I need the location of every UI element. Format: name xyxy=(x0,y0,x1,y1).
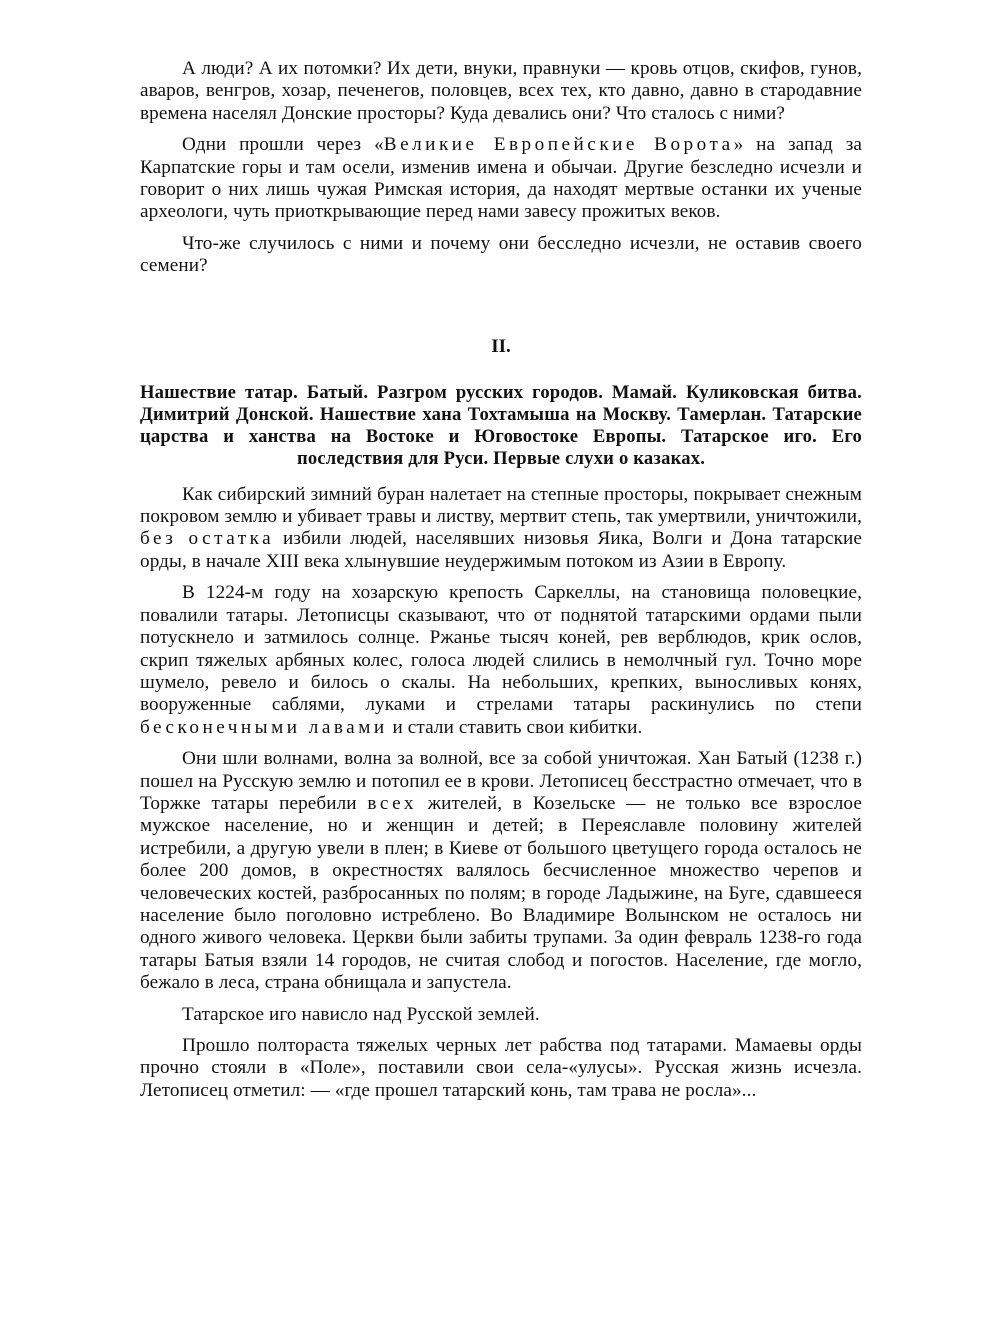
section-heading: Нашествие татар. Батый. Разгром русских городов. Мамай. Куликовская битва. Димитрий Донской. Нашествие хана Тохтамыша на Москву. Тамерлан. Татарские царства и ханства на Востоке и Юговостоке Европы. Татарское иго. Его последствия для Руси. Первые слухи о казаках. xyxy=(140,381,862,469)
body-paragraph-3: Они шли волнами, волна за волной, все за собой уничтожая. Хан Батый (1238 г.) пошел на Русскую землю и потопил ее в крови. Летописец бесстрастно отмечает, что в Торжке татары перебили всех жителей, в Козельске — не только все взрослое мужское население, но и женщин и детей; в Переяславле половину жителей истребили, а другую увели в плен; в Киеве от большого цветущего города осталось не более 200 домов, в окрестностях валялось бесчисленное множество черепов и человеческих костей, разбросанных по полям; в городе Ладыжине, на Буге, сдавшееся население было поголовно истреблено. Во Владимире Волынском не осталось ни одного живого человека. Церкви были забиты трупами. За один февраль 1238-го года татары Батыя взяли 14 городов, не считая слобод и погостов. Население, где могло, бежало в леса, страна обнищала и запустела. xyxy=(140,748,862,994)
spaced-emphasis: Великие Европейские Ворота xyxy=(383,134,734,156)
body-paragraph-2: В 1224-м году на хозарскую крепость Саркеллы, на становища половецкие, повалили татары. Летописцы сказывают, что от поднятой татарскими ордами пыли потускнело и затмилось солнце. Ржанье тысяч коней, рев верблюдов, крик ослов, скрип тяжелых арбяных колес, голоса людей слились в немолчный гул. Точно море шумело, ревело и билось о скалы. На небольших, крепких, выносливых конях, вооруженные саблями, луками и стрелами татары раскинулись по степи бесконечными лавами и стали ставить свои кибитки. xyxy=(140,582,862,738)
body-paragraph-1: Как сибирский зимний буран налетает на степные просторы, покрывает снежным покровом землю и убивает травы и листву, мертвит степь, так умертвили, уничтожили, без остатка избили людей, населявших низовья Яика, Волги и Дона татарские орды, в начале XIII века хлынувшие неудержимым потоком из Азии в Европу. xyxy=(140,483,863,572)
intro-paragraph-2: Одни прошли через «Великие Европейские Ворота» на запад за Карпатские горы и там осели, изменив имена и обычаи. Другие безследно исчезли и говорит о них лишь чужая Римская история, да находят мертвые останки их ученые археологи, чуть приоткрывающие перед нами завесу прожитых веков. xyxy=(140,134,862,223)
spaced-emphasis: без остатка xyxy=(140,528,275,550)
section-number: II. xyxy=(491,335,511,357)
body-paragraph-5: Прошло полтораста тяжелых черных лет рабства под татарами. Мамаевы орды прочно стояли в «Поле», поставили свои села-«улусы». Русская жизнь исчезла. Летописец отметил: — «где прошел татарский конь, там трава не росла»... xyxy=(140,1035,862,1101)
intro-paragraph-1: А люди? А их потомки? Их дети, внуки, правнуки — кровь отцов, скифов, гунов, аваров, венгров, хозар, печенегов, половцев, всех тех, кто давно, давно в стародавние времена населял Донские просторы? Куда девались они? Что сталось с ними? xyxy=(140,58,862,124)
body-paragraph-4: Татарское иго нависло над Русской землей. xyxy=(182,1003,540,1025)
document-page xyxy=(140,58,862,1102)
spaced-emphasis: бесконечными лавами xyxy=(140,716,388,738)
intro-paragraph-3: Что-же случилось с ними и почему они бесследно исчезли, не оставив своего семени? xyxy=(140,232,862,277)
spaced-emphasis: всех xyxy=(367,792,417,814)
